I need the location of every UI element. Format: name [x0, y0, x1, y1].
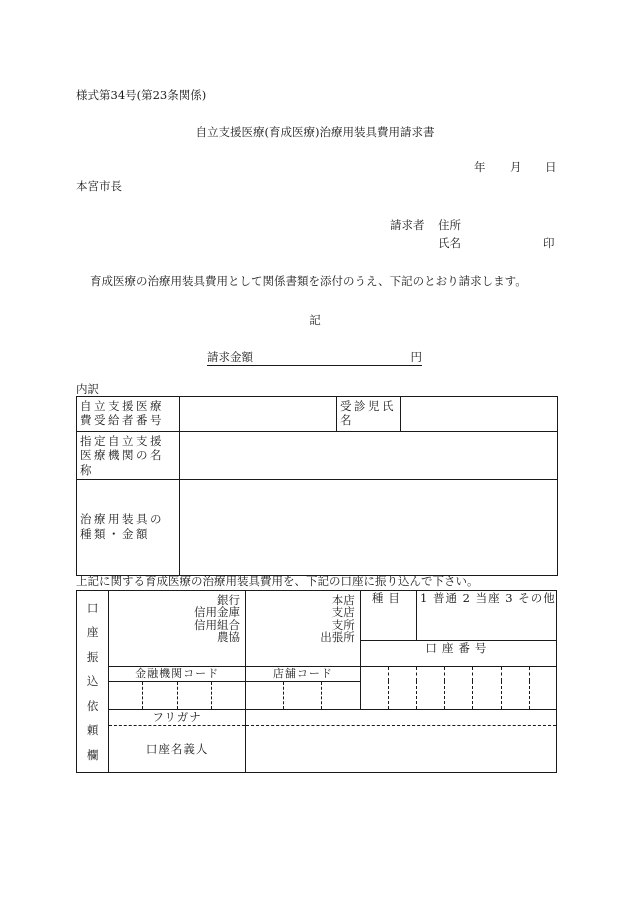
institution-code-label: 金融機関コード — [109, 667, 246, 682]
request-statement: 育成医療の治療用装具費用として関係書類を添付のうえ、下記のとおり請求します。 — [90, 274, 527, 288]
account-type-options: 1 普通 2 当座 3 その他 — [417, 591, 557, 641]
branch-code-digit — [322, 681, 360, 709]
account-number-label: 口座番号 — [360, 641, 556, 667]
bank-type: 信用金庫 — [194, 605, 240, 620]
yen-unit: 円 — [410, 350, 422, 364]
side-char: 欄 — [86, 747, 99, 762]
account-digit — [417, 667, 445, 710]
holder-label-cell — [109, 709, 246, 772]
branch-cell — [246, 591, 361, 667]
date-year-label: 年 — [474, 160, 486, 174]
account-type-label: 種目 — [360, 591, 416, 641]
side-char: 込 — [86, 674, 99, 689]
form-number: 様式第34号(第23条関係) — [76, 88, 207, 102]
recipient-number-field — [180, 397, 337, 432]
account-digit — [501, 667, 529, 710]
holder-label: 口座名義人 — [145, 741, 209, 756]
institution-label: 指定自立支援医療機関の名称 — [77, 432, 180, 480]
branch-type: 出張所 — [320, 629, 355, 644]
branch-code-digit — [284, 681, 322, 709]
holder-name-field — [246, 726, 556, 772]
recipient-number-label: 自立支援医療費受給者番号 — [77, 397, 180, 432]
date-day-label: 日 — [545, 160, 557, 174]
device-label: 治療用装具の種類・金額 — [77, 480, 180, 576]
breakdown-label: 内訳 — [76, 382, 99, 396]
side-char: 頼 — [86, 723, 99, 738]
name-label: 氏名 — [438, 236, 461, 250]
transfer-table — [76, 590, 557, 773]
request-amount-line — [207, 350, 422, 366]
document-title: 自立支援医療(育成医療)治療用装具費用請求書 — [195, 125, 435, 139]
institution-code-digit — [143, 681, 177, 709]
branch-type: 支店 — [331, 605, 355, 620]
branch-code-digit — [246, 681, 284, 709]
bank-type: 農協 — [217, 629, 240, 644]
patient-name-label: 受診児氏名 — [337, 397, 401, 432]
furigana-label: フリガナ — [109, 710, 245, 726]
holder-field — [246, 709, 557, 772]
ki-heading: 記 — [309, 313, 321, 327]
device-field — [180, 480, 558, 576]
furigana-field — [246, 710, 556, 726]
side-char: 依 — [86, 698, 99, 713]
branch-code-label: 店舗コード — [246, 667, 361, 682]
address-label: 住所 — [438, 218, 461, 232]
date-month-label: 月 — [510, 160, 522, 174]
branch-type: 本店 — [331, 593, 355, 607]
account-digit — [473, 667, 501, 710]
account-digit — [445, 667, 473, 710]
side-char: 口 — [86, 600, 99, 615]
institution-code-digit — [177, 681, 211, 709]
institution-code-digit — [211, 681, 245, 709]
branch-type: 支所 — [331, 617, 355, 632]
institution-field — [180, 432, 558, 480]
requester-label: 請求者 — [390, 218, 425, 232]
account-digit — [360, 667, 388, 710]
account-digit — [388, 667, 416, 710]
transfer-note: 上記に関する育成医療の治療用装具費用を、下記の口座に振り込んで下さい。 — [76, 574, 479, 588]
transfer-side-label — [77, 591, 109, 773]
breakdown-table — [76, 396, 558, 576]
addressee: 本宮市長 — [76, 179, 122, 193]
patient-name-field — [401, 397, 558, 432]
institution-code-digit — [109, 681, 143, 709]
side-char: 振 — [86, 649, 99, 664]
financial-institution-cell — [109, 591, 246, 667]
amount-label: 請求金額 — [207, 350, 253, 364]
bank-type: 銀行 — [217, 593, 240, 607]
account-digit — [529, 667, 556, 710]
seal-mark: 印 — [543, 236, 555, 250]
bank-type: 信用組合 — [194, 617, 240, 632]
side-char: 座 — [86, 625, 99, 640]
